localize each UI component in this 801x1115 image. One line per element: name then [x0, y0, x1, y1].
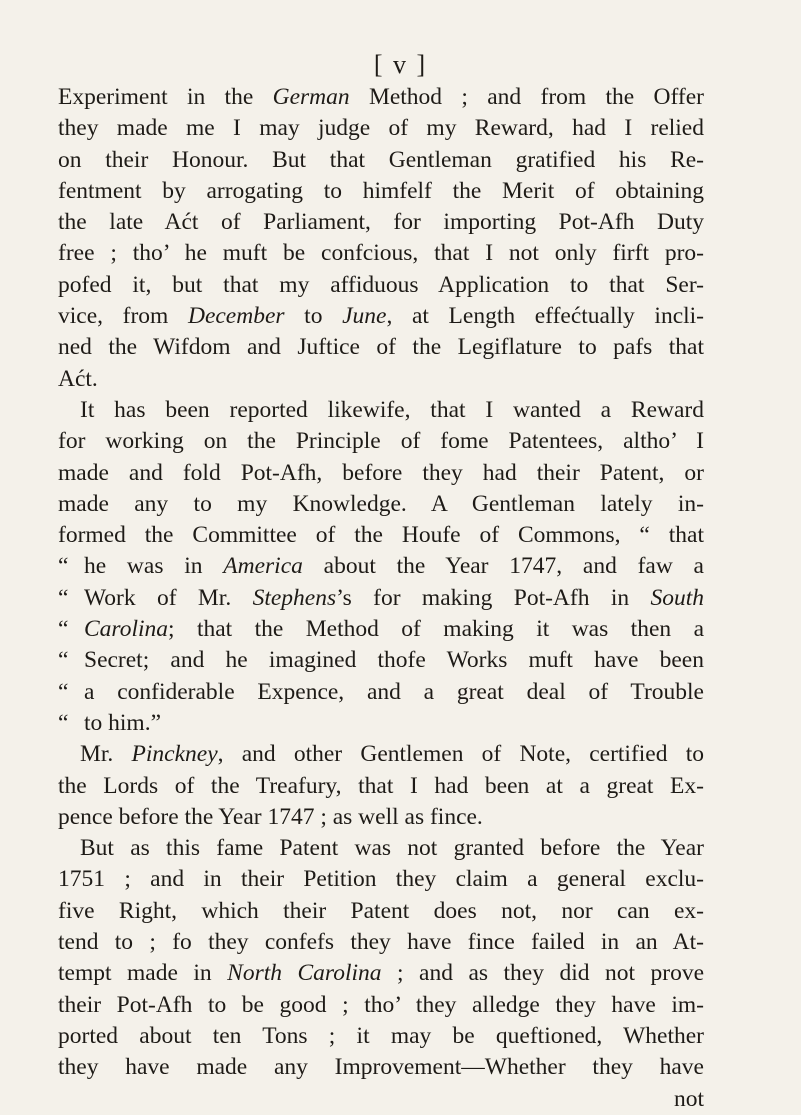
text-line — [58, 771, 704, 802]
text-segment: to him.” — [84, 709, 162, 736]
text-line — [58, 677, 704, 708]
text-line — [58, 1052, 704, 1083]
text-line — [58, 864, 704, 895]
text-segment: for working on the Principle of fome Patentees, altho’ I — [58, 428, 704, 455]
text-segment: Secret; and he imagined thofe Works muft have been — [84, 647, 704, 674]
text-segment: they made me I may judge of my Reward, had I relied — [58, 115, 704, 142]
text-segment: Experiment in the — [58, 84, 273, 110]
text-segment: , at Length effećtually incli- — [386, 303, 705, 330]
text-line — [58, 270, 704, 301]
text-segment: pofed it, but that my affiduous Application to that Ser- — [58, 271, 704, 298]
text-line — [58, 1021, 704, 1052]
text-line — [58, 614, 704, 645]
text-segment: ; that the Method of making it was then a — [168, 616, 704, 643]
text-segment: free ; tho’ he muft be confcious, that I not only firft pro- — [58, 240, 704, 267]
text-line — [58, 238, 704, 269]
text-segment: ned the Wifdom and Juftice of the Legiflature to pafs that — [58, 334, 704, 361]
text-segment: they have made any Improvement—Whether they have — [58, 1054, 704, 1081]
text-segment: ported about ten Tons ; it may be queftioned, Whether — [58, 1022, 704, 1049]
italic-text: December — [187, 303, 285, 330]
italic-text: German — [272, 84, 350, 110]
text-segment: ; and as they did not prove — [381, 960, 705, 987]
text-line — [58, 113, 704, 144]
text-segment: Mr. — [80, 741, 132, 768]
quote-mark: “ — [58, 678, 69, 705]
text-line — [58, 301, 704, 332]
quote-mark: “ — [58, 709, 69, 736]
text-line — [58, 645, 704, 676]
text-line — [58, 364, 704, 395]
text-line — [58, 896, 704, 927]
text-line — [58, 426, 704, 457]
text-segment: ’s for making Pot-Afh in — [336, 584, 651, 611]
text-segment: 1751 ; and in their Petition they claim a general exclu- — [58, 866, 704, 893]
text-segment: formed the Committee of the Houfe of Commons, “ that — [58, 522, 704, 549]
text-segment: fentment by arrogating to himfelf the Merit of obtaining — [58, 177, 704, 204]
text-segment: vice, from — [58, 303, 188, 330]
text-segment: about the Year 1747, and faw a — [302, 553, 704, 580]
text-segment: pence before the Year 1747 ; as well as fince. — [58, 803, 483, 830]
text-line — [58, 833, 704, 864]
italic-text: North Carolina — [227, 960, 382, 987]
text-segment: Method ; and from the Offer — [349, 84, 704, 110]
quote-mark: “ — [58, 616, 69, 643]
text-line — [58, 82, 704, 113]
text-segment: their Pot-Afh to be good ; tho’ they alledge they have im- — [58, 991, 704, 1018]
text-segment: the late Aćt of Parliament, for importing Pot-Afh Duty — [58, 209, 704, 236]
italic-text: Pinckney — [131, 741, 218, 768]
text-segment: But as this fame Patent was not granted before the Year — [80, 835, 704, 862]
text-line — [58, 458, 704, 489]
text-segment: tempt made in — [58, 960, 228, 987]
text-segment: made any to my Knowledge. A Gentleman lately in- — [58, 490, 704, 517]
italic-text: Carolina — [84, 616, 169, 643]
text-line — [58, 583, 704, 614]
text-segment: on their Honour. But that Gentleman gratified his Re- — [58, 146, 704, 173]
body-text — [58, 82, 704, 1115]
text-line — [58, 990, 704, 1021]
text-line — [58, 927, 704, 958]
text-segment: It has been reported likewife, that I wanted a Reward — [80, 396, 704, 423]
text-line — [58, 207, 704, 238]
text-line — [58, 332, 704, 363]
text-segment: he was in — [84, 553, 224, 580]
text-line — [58, 145, 704, 176]
italic-text: June — [342, 303, 387, 330]
text-line — [58, 708, 704, 739]
text-segment: to — [284, 303, 343, 330]
text-line — [58, 958, 704, 989]
text-segment: Aćt. — [58, 365, 98, 392]
quote-mark: “ — [58, 647, 69, 674]
text-line — [58, 395, 704, 426]
italic-text: America — [223, 553, 303, 580]
text-segment: Work of Mr. — [84, 584, 253, 611]
quote-mark: “ — [58, 553, 69, 580]
italic-text: South — [650, 584, 704, 611]
text-line — [58, 489, 704, 520]
text-line — [58, 520, 704, 551]
text-line — [58, 551, 704, 582]
text-segment: the Lords of the Treafury, that I had been at a great Ex- — [58, 772, 704, 799]
catchword: not — [673, 1085, 704, 1112]
italic-text: Stephens — [252, 584, 337, 611]
text-line — [58, 802, 704, 833]
text-segment: a confiderable Expence, and a great deal of Trouble — [84, 678, 704, 705]
text-line — [58, 176, 704, 207]
page-number: [ v ] — [373, 50, 428, 79]
text-line — [58, 739, 704, 770]
text-segment: five Right, which their Patent does not, nor can ex- — [58, 897, 704, 924]
quote-mark: “ — [58, 584, 69, 611]
text-segment: , and other Gentlemen of Note, certified to — [217, 741, 704, 768]
text-segment: made and fold Pot-Afh, before they had their Patent, or — [58, 459, 704, 486]
text-segment: tend to ; fo they confefs they have fince failed in an At- — [58, 929, 704, 956]
